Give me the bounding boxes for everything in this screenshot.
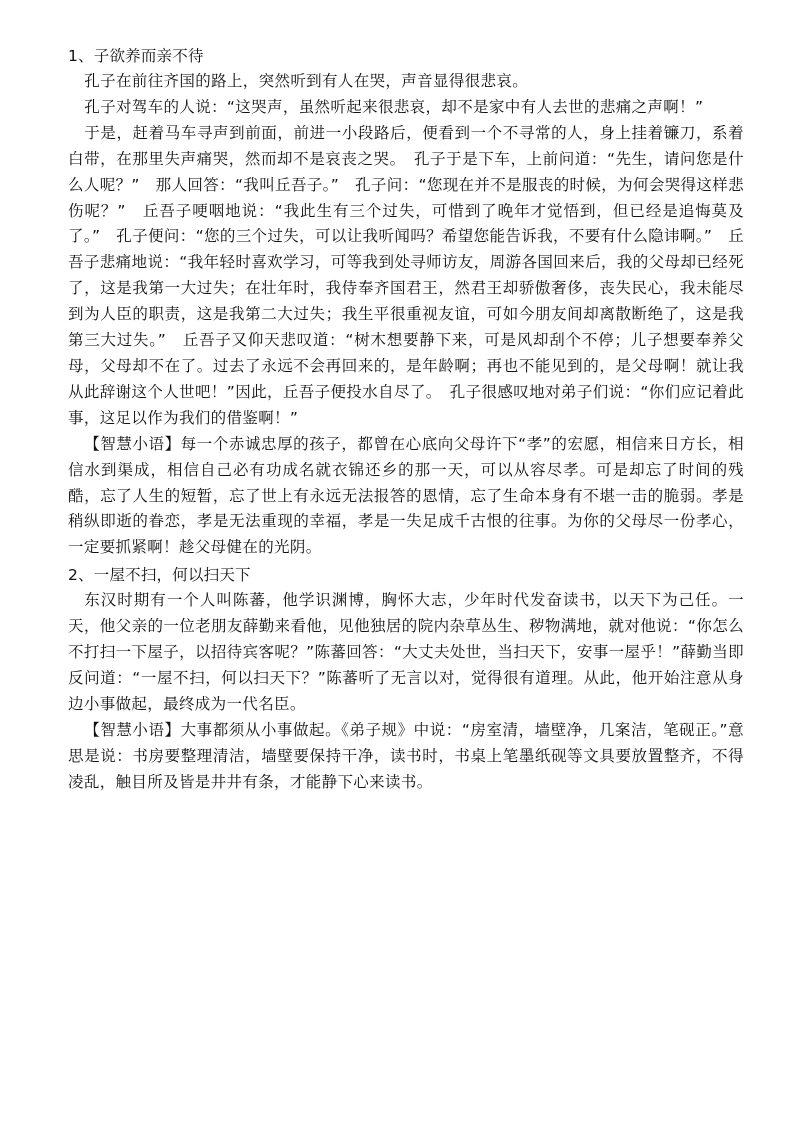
paragraph: 于是，赶着马车寻声到前面，前进一小段路后，便看到一个不寻常的人，身上挂着镰刀，系着白带，在那里失声痛哭，然而却不是哀丧之哭。 孔子于是下车，上前问道：“先生，请问您是什么人呢？” 那人回答：“我叫丘吾子。” 孔子问：“您现在并不是服丧的时候，为何会哭得这样悲伤呢？” 丘吾子哽咽地说：“我此生有三个过失，可惜到了晚年才觉悟到，但已经是追悔莫及了。” 孔子便问：“您的三个过失，可以让我听闻吗？希望您能告诉我，不要有什么隐讳啊。” 丘吾子悲痛地说：“我年轻时喜欢学习，可等我到处寻师访友，周游各国回来后，我的父母却已经死了，这是我第一大过失；在壮年时，我侍奉齐国君王，然君王却骄傲奢侈，丧失民心，我未能尽到为人臣的职责，这是我第二大过失；我生平很重视友谊，可如今朋友间却离散断绝了，这是我第三大过失。” 丘吾子又仰天悲叹道：“树木想要静下来，可是风却刮个不停；儿子想要奉养父母，父母却不在了。过去了永远不会再回来的，是年龄啊；再也不能见到的，是父母啊！就让我从此辞谢这个人世吧！”因此，丘吾子便投水自尽了。 孔子很感叹地对弟子们说：“你们应记着此事，这足以作为我们的借鉴啊！” xyxy=(68,123,744,427)
section-title: 2、一屋不扫，何以扫天下 xyxy=(68,566,251,585)
paragraph: 东汉时期有一个人叫陈蕃，他学识渊博，胸怀大志，少年时代发奋读书，以天下为己任。一天，他父亲的一位老朋友薛勤来看他，见他独居的院内杂草丛生、秽物满地，就对他说：“你怎么不打扫一下屋子，以招待宾客呢？”陈蕃回答：“大丈夫处世，当扫天下，安事一屋乎！”薛勤当即反问道：“一屋不扫，何以扫天下？”陈蕃听了无言以对，觉得很有道理。从此，他开始注意从身边小事做起，最终成为一代名臣。 xyxy=(68,591,744,713)
document-page xyxy=(68,46,744,795)
section-sweep-the-room xyxy=(68,565,744,795)
section-title: 1、子欲养而亲不待 xyxy=(68,47,204,65)
paragraph: 孔子对驾车的人说：“这哭声，虽然听起来很悲哀，却不是家中有人去世的悲痛之声啊！” xyxy=(84,97,704,116)
wisdom-note-paragraph: 【智慧小语】每一个赤诚忠厚的孩子，都曾在心底向父母许下“孝”的宏愿，相信来日方长，相信水到渠成，相信自己必有功成名就衣锦还乡的那一天，可以从容尽孝。可是却忘了时间的残酷，忘了人生的短暂，忘了世上有永远无法报答的恩情，忘了生命本身有不堪一击的脆弱。孝是稍纵即逝的眷恋，孝是无法重现的幸福，孝是一失足成千古恨的往事。为你的父母尽一份孝心，一定要抓紧啊！趁父母健在的光阴。 xyxy=(68,434,744,557)
wisdom-note-paragraph: 【智慧小语】大事都须从小事做起。《弟子规》中说：“房室清，墙壁净，几案洁，笔砚正。”意思是说：书房要整理清洁，墙壁要保持干净，读书时，书桌上笔墨纸砚等文具要放置整齐，不得凌乱，触目所及皆是井井有条，才能静下心来读书。 xyxy=(68,720,744,791)
paragraph: 孔子在前往齐国的路上，突然听到有人在哭，声音显得很悲哀。 xyxy=(84,72,529,90)
section-filial-piety xyxy=(68,46,744,561)
